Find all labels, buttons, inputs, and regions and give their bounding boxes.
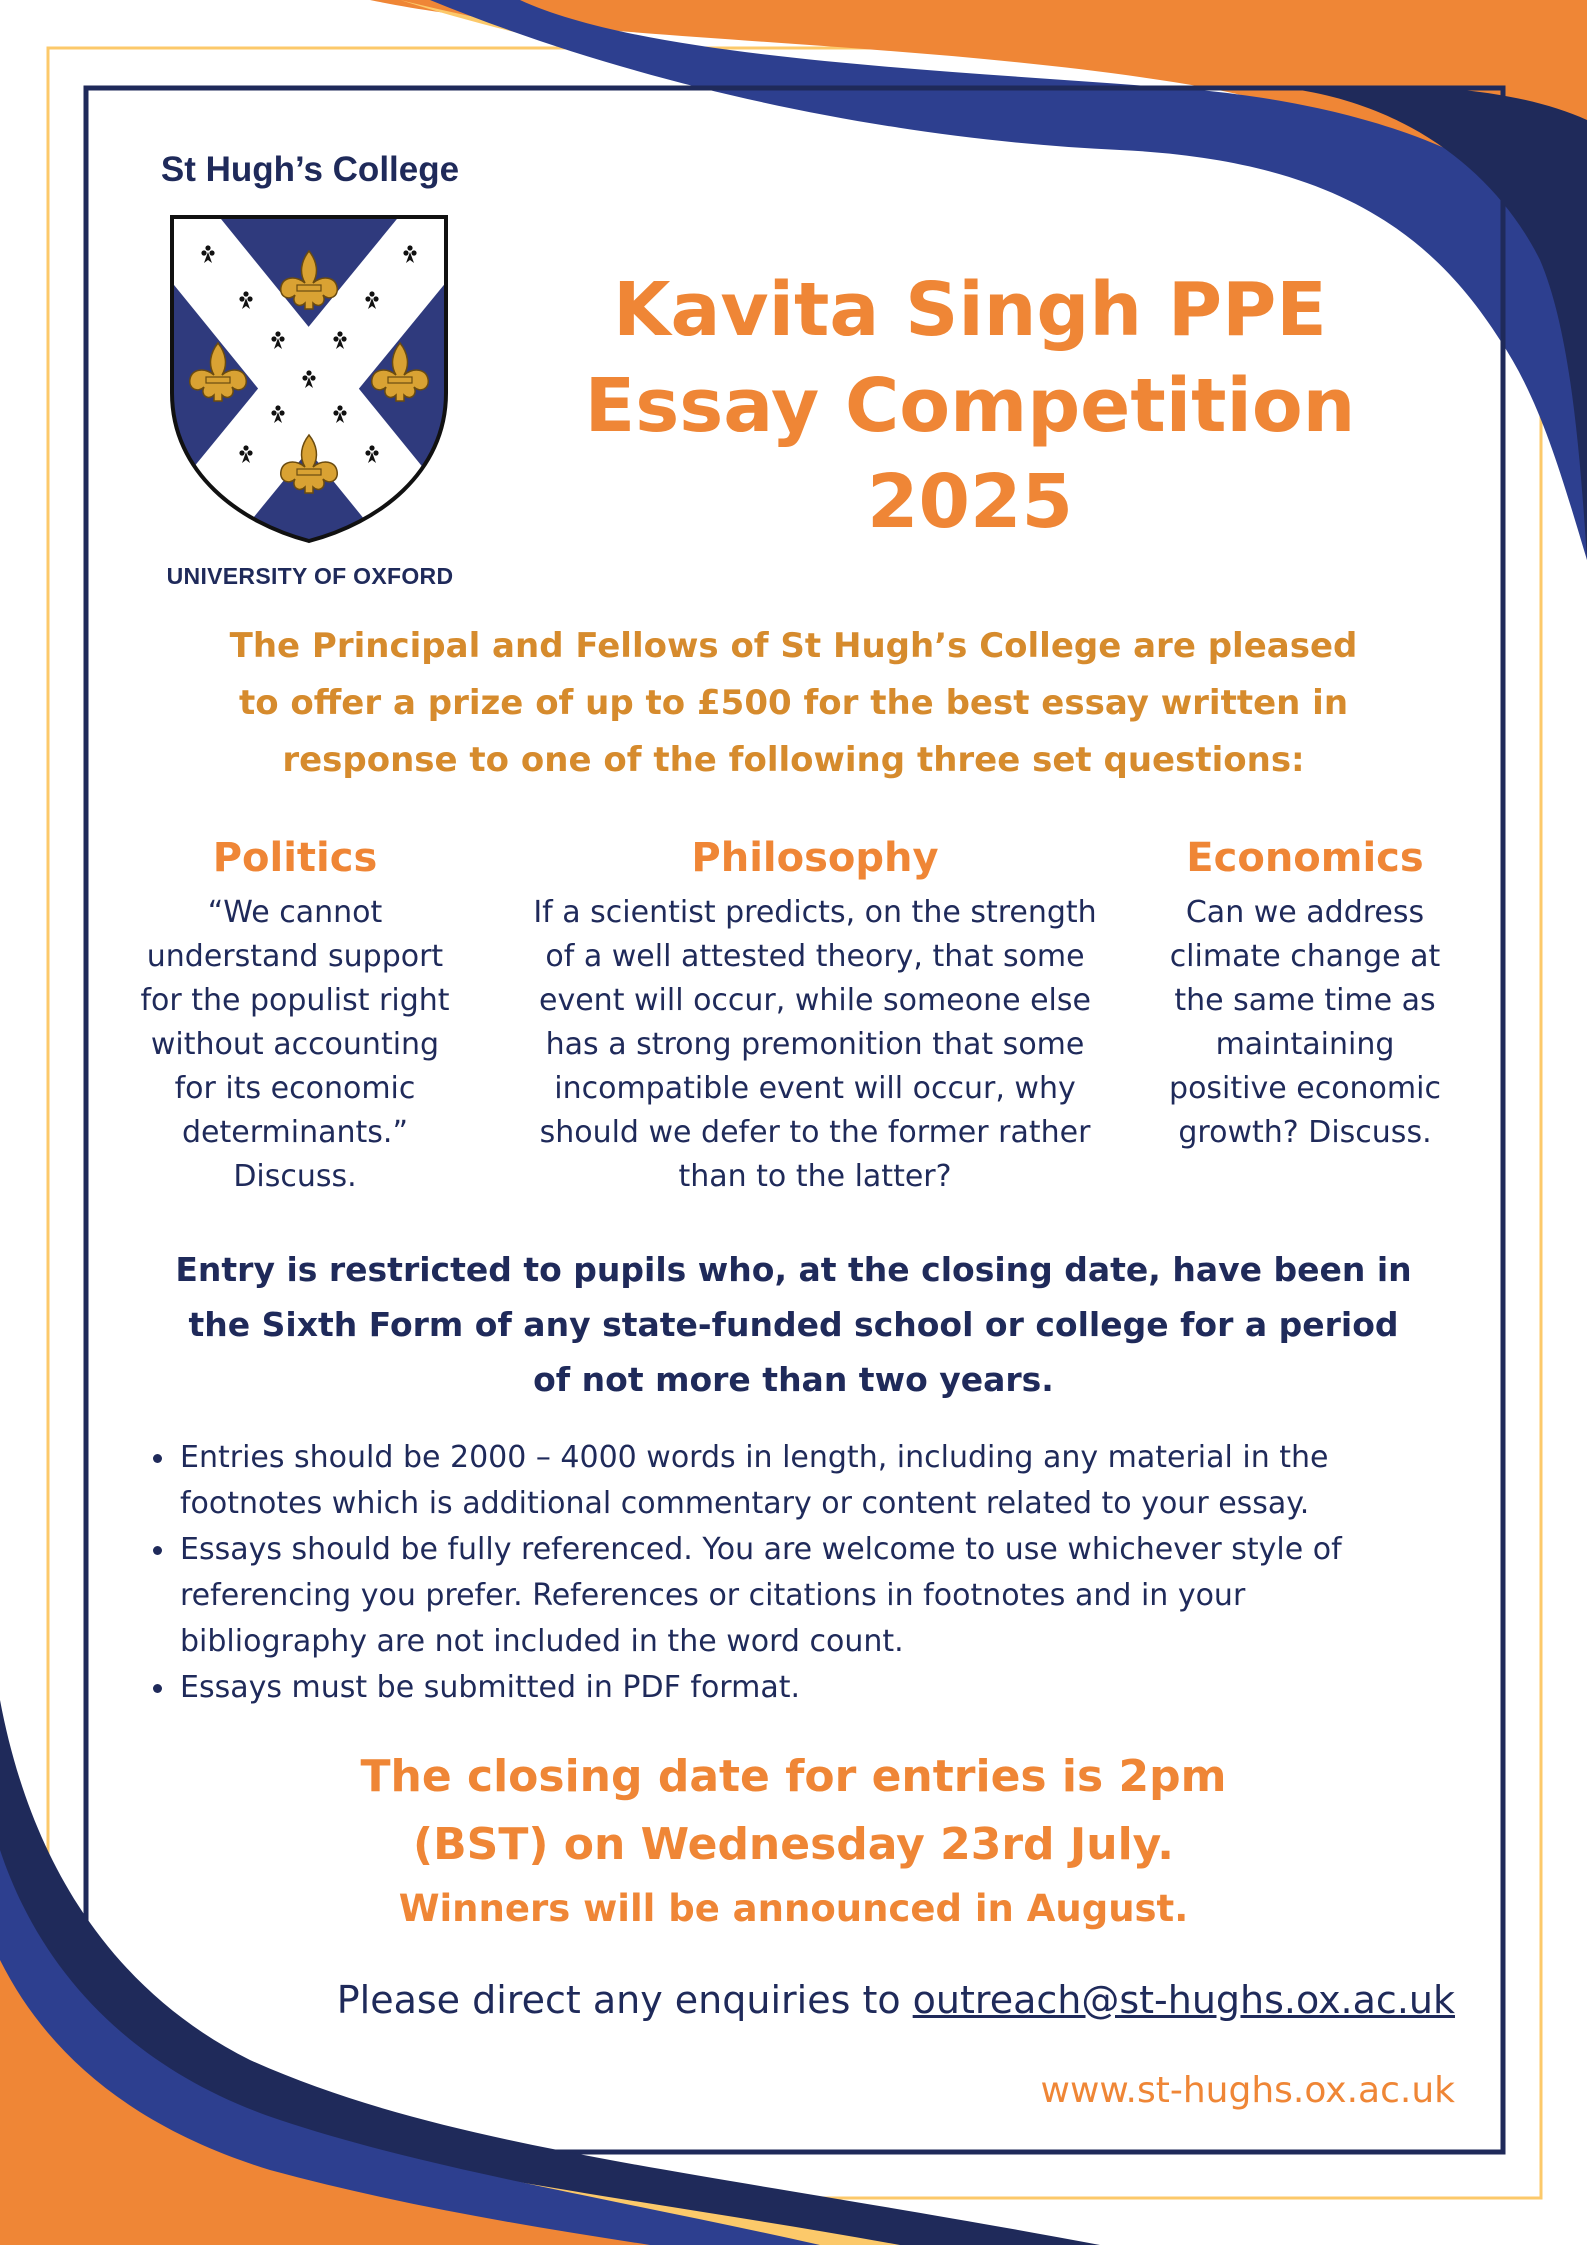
intro-line-2: to offer a prize of up to £500 for the best essay written in <box>238 683 1349 723</box>
question-economics-heading: Economics <box>1186 835 1424 881</box>
bullet-icon <box>153 1454 162 1463</box>
entry-restriction <box>130 1242 1457 1407</box>
question-line: positive economic <box>1169 1071 1441 1106</box>
question-line: the same time as <box>1174 983 1436 1018</box>
question-line: for the populist right <box>140 983 450 1018</box>
question-politics-text <box>110 891 480 1199</box>
website-link[interactable]: www.st-hughs.ox.ac.uk <box>1040 2070 1455 2111</box>
list-item <box>150 1527 1480 1665</box>
question-line: event will occur, while someone else <box>539 983 1091 1018</box>
question-politics-heading: Politics <box>212 835 378 881</box>
intro-line-1: The Principal and Fellows of St Hugh’s College are pleased <box>229 626 1358 666</box>
rule-line: Entries should be 2000 – 4000 words in length, including any material in the <box>180 1440 1329 1475</box>
enquiry-text: Please direct any enquiries to <box>336 1978 913 2022</box>
closing-date <box>260 1743 1327 1939</box>
title-line-3: 2025 <box>867 459 1073 545</box>
closing-line-1: The closing date for entries is 2pm <box>360 1751 1227 1802</box>
question-line: has a strong premonition that some <box>545 1027 1085 1062</box>
question-economics-text <box>1140 891 1470 1155</box>
question-philosophy-text <box>500 891 1130 1199</box>
title-line-2: Essay Competition <box>584 363 1356 449</box>
rule-line: footnotes which is additional commentary or content related to your essay. <box>180 1486 1310 1521</box>
question-philosophy <box>500 835 1130 1199</box>
enquiry-line <box>150 1978 1455 2022</box>
rule-line: Essays should be fully referenced. You are welcome to use whichever style of <box>180 1532 1342 1567</box>
question-line: growth? Discuss. <box>1178 1115 1432 1150</box>
intro-line-3: response to one of the following three set questions: <box>282 740 1305 780</box>
list-item <box>150 1435 1480 1527</box>
university-name: UNIVERSITY OF OXFORD <box>166 563 454 589</box>
entry-line-1: Entry is restricted to pupils who, at the closing date, have been in <box>175 1250 1412 1289</box>
question-line: incompatible event will occur, why <box>554 1071 1076 1106</box>
college-name: St Hugh’s College <box>160 150 460 189</box>
question-philosophy-heading: Philosophy <box>691 835 939 881</box>
college-coat-of-arms-icon <box>168 213 450 545</box>
email-link[interactable]: outreach@st-hughs.ox.ac.uk <box>912 1978 1455 2022</box>
bullet-icon <box>153 1684 162 1693</box>
rules-list <box>150 1435 1480 1711</box>
question-economics <box>1140 835 1470 1155</box>
question-line: of a well attested theory, that some <box>545 939 1085 974</box>
entry-line-3: of not more than two years. <box>533 1360 1054 1399</box>
question-line: determinants.” <box>182 1115 408 1150</box>
question-line: If a scientist predicts, on the strength <box>533 895 1097 930</box>
entry-line-2: the Sixth Form of any state-funded school or college for a period <box>188 1305 1399 1344</box>
rule-line: bibliography are not included in the word count. <box>180 1624 904 1659</box>
title-line-1: Kavita Singh PPE <box>613 267 1327 353</box>
closing-line-2: (BST) on Wednesday 23rd July. <box>412 1819 1175 1870</box>
question-line: maintaining <box>1215 1027 1395 1062</box>
question-line: Can we address <box>1185 895 1425 930</box>
page-title <box>560 262 1380 550</box>
question-line: Discuss. <box>233 1159 357 1194</box>
intro-paragraph <box>160 618 1427 789</box>
question-line: for its economic <box>174 1071 416 1106</box>
question-line: “We cannot <box>207 895 383 930</box>
rule-line: Essays must be submitted in PDF format. <box>180 1670 801 1705</box>
question-line: should we defer to the former rather <box>539 1115 1091 1150</box>
list-item <box>150 1665 1480 1711</box>
question-line: without accounting <box>150 1027 440 1062</box>
rule-line: referencing you prefer. References or citations in footnotes and in your <box>180 1578 1246 1613</box>
bullet-icon <box>153 1546 162 1555</box>
question-politics <box>110 835 480 1199</box>
question-line: climate change at <box>1169 939 1441 974</box>
question-line: than to the latter? <box>678 1159 952 1194</box>
winners-announcement: Winners will be announced in August. <box>398 1887 1189 1930</box>
question-line: understand support <box>146 939 444 974</box>
